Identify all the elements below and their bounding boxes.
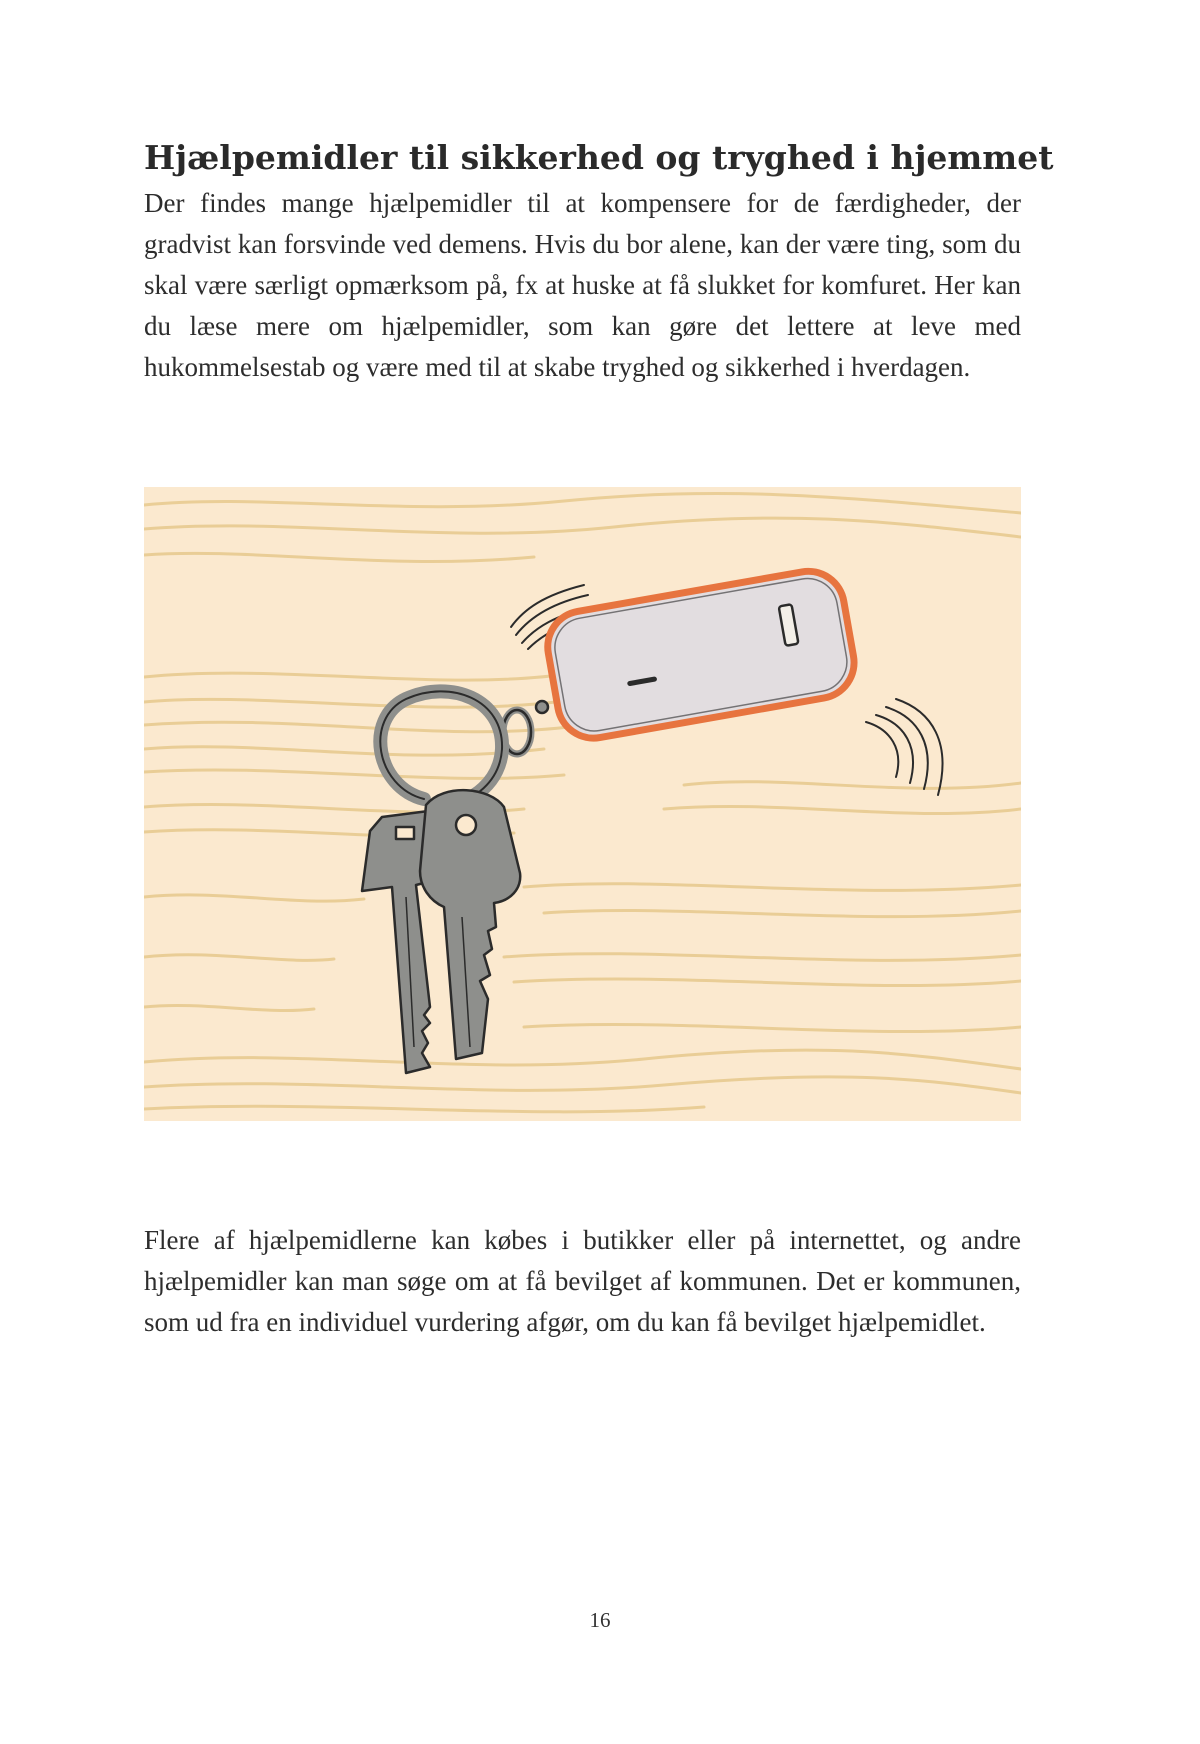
page-title: Hjælpemidler til sikkerhed og tryghed i hjemmet	[144, 138, 1054, 177]
key-finder-icon	[542, 566, 860, 744]
front-key	[420, 790, 520, 1059]
second-paragraph: Flere af hjælpemidlerne kan købes i butikker eller på internettet, og andre hjælpemidler kan man søge om at få bevilget af kommunen. Det er kommunen, som ud fra en individuel vurdering afgør, om du kan få bevilget hjælpemidlet.	[144, 1225, 1021, 1337]
intro-paragraph: Der findes mange hjælpemidler til at kompensere for de færdigheder, der gradvist kan forsvinde ved demens. Hvis du bor alene, kan der være ting, som du skal være særligt opmærksom på, fx at huske at få slukket for komfuret. Her kan du læse mere om hjælpemidler, som kan gøre det lettere at leve med hukommelsestab og være med til at skabe tryghed og sikkerhed i hverdagen.	[144, 188, 1021, 382]
page-number: 16	[589, 1608, 611, 1632]
connector-ring	[503, 701, 548, 754]
key-finder-illustration	[144, 487, 1021, 1121]
vibration-lines-right	[866, 699, 942, 795]
